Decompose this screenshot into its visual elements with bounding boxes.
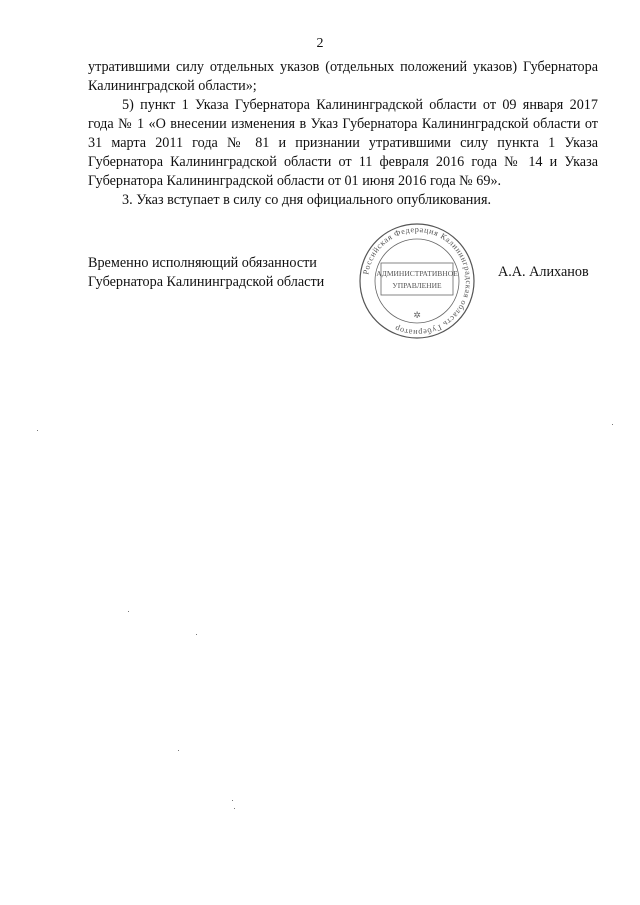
paragraph-continuation: утратившими силу отдельных указов (отдельных положений указов) Губернатора Калининградской области»;: [88, 59, 598, 94]
signatory-position-line-2: Губернатора Калининградской области: [88, 274, 325, 290]
signatory-position: [88, 254, 324, 292]
scan-speck: [128, 611, 129, 612]
scan-speck: [178, 750, 179, 751]
scan-speck: [37, 430, 38, 431]
official-seal-stamp: [358, 222, 476, 340]
seal-outer-text: Российская Федерация Калининградская область Губернатор: [361, 224, 474, 338]
page-number: 2: [316, 36, 324, 51]
seal-star-icon: ✲: [413, 311, 421, 321]
scan-speck: [196, 634, 197, 635]
document-body: [88, 58, 598, 210]
signatory-position-line-1: Временно исполняющий обязанности: [88, 255, 317, 271]
seal-inner-line-1: АДМИНИСТРАТИВНОЕ: [376, 269, 458, 278]
paragraph-item-5: 5) пункт 1 Указа Губернатора Калининградской области от 09 января 2017 года № 1 «О внесении изменения в Указ Губернатора Калининградской области от 31 марта 2011 года № 81 и признании утратившими силу пункта 1 Указа Губернатора Калининградской области от 11 февраля 2016 года № 14 и Указа Губернатора Калининградской области от 01 июня 2016 года № 69».: [88, 97, 598, 189]
scan-speck: [612, 424, 613, 425]
paragraph-item-3: 3. Указ вступает в силу со дня официального опубликования.: [122, 192, 492, 208]
seal-inner-line-2: УПРАВЛЕНИЕ: [392, 281, 442, 290]
signatory-name: А.А. Алиханов: [498, 264, 589, 280]
scan-speck: [232, 800, 233, 801]
scan-speck: [234, 808, 235, 809]
